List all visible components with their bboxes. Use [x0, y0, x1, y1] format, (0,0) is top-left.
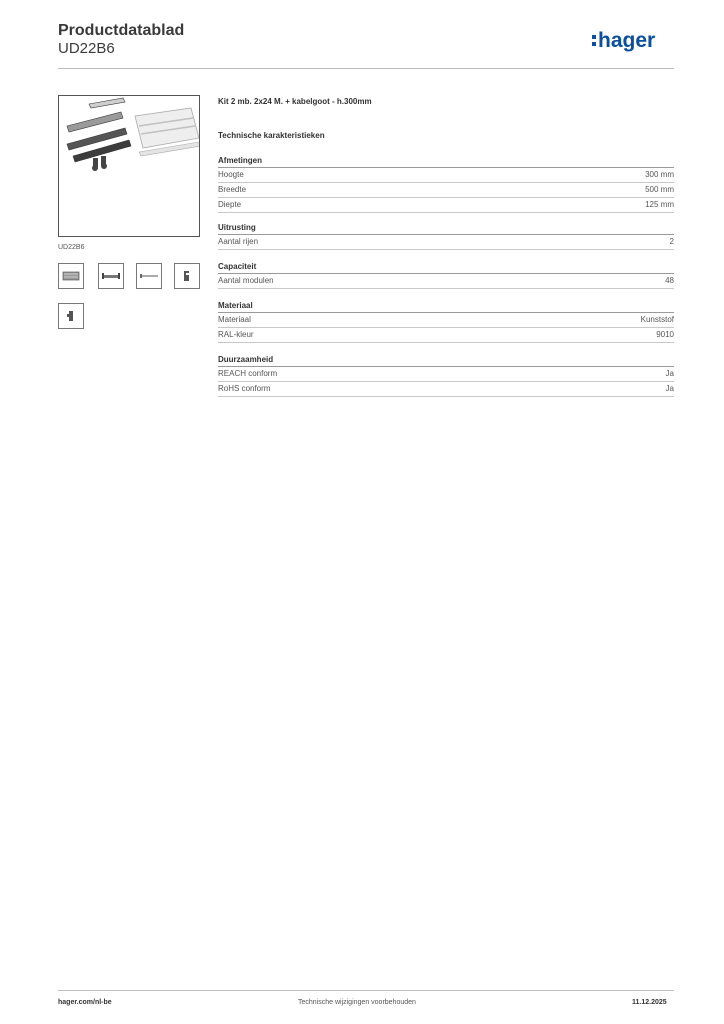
spec-value: Ja	[665, 384, 674, 393]
footer-date: 11.12.2025	[632, 999, 667, 1006]
spec-label: RAL-kleur	[218, 330, 254, 339]
header-divider	[58, 68, 674, 69]
product-name: Kit 2 mb. 2x24 M. + kabelgoot - h.300mm	[218, 97, 372, 106]
product-code: UD22B6	[58, 40, 115, 57]
spec-label: Aantal modulen	[218, 276, 274, 285]
spec-row	[218, 367, 674, 382]
spec-label: REACH conform	[218, 369, 278, 378]
footer-notice: Technische wijzigingen voorbehouden	[298, 999, 416, 1006]
spec-group-materiaal	[218, 300, 674, 343]
spec-label: Materiaal	[218, 315, 251, 324]
spec-group-capaciteit	[218, 261, 674, 289]
spec-label: Hoogte	[218, 170, 244, 179]
spec-value: 48	[665, 276, 674, 285]
spec-row	[218, 183, 674, 198]
spec-group-title: Uitrusting	[218, 222, 674, 235]
spec-group-duurzaamheid	[218, 354, 674, 397]
product-image-caption: UD22B6	[58, 244, 85, 251]
spec-group-title: Capaciteit	[218, 261, 674, 274]
footer-divider	[58, 990, 674, 991]
spec-value: Kunststof	[640, 315, 674, 324]
spec-value: 300 mm	[645, 170, 674, 179]
spec-group-title: Duurzaamheid	[218, 354, 674, 367]
spec-row	[218, 382, 674, 397]
thumbnail-clip[interactable]	[174, 263, 200, 289]
page-title: Productdatablad	[58, 22, 185, 39]
spec-row	[218, 198, 674, 213]
hager-logo	[592, 26, 674, 56]
product-image	[58, 95, 200, 237]
spec-row	[218, 328, 674, 343]
spec-row	[218, 313, 674, 328]
spec-row	[218, 168, 674, 183]
thumbnail-rail-short[interactable]	[136, 263, 162, 289]
spec-label: Diepte	[218, 200, 242, 209]
spec-label: Aantal rijen	[218, 237, 259, 246]
spec-group-uitrusting	[218, 222, 674, 250]
svg-text:hager: hager	[598, 29, 656, 52]
specs-heading: Technische karakteristieken	[218, 131, 325, 140]
spec-value: 9010	[656, 330, 674, 339]
thumbnail-panel[interactable]	[58, 263, 84, 289]
thumbnail-bracket[interactable]	[58, 303, 84, 329]
spec-value: Ja	[665, 369, 674, 378]
spec-value: 125 mm	[645, 200, 674, 209]
spec-group-title: Afmetingen	[218, 155, 674, 168]
spec-value: 500 mm	[645, 185, 674, 194]
footer-website-link[interactable]: hager.com/nl-be	[58, 999, 112, 1006]
spec-label: RoHS conform	[218, 384, 271, 393]
spec-group-title: Materiaal	[218, 300, 674, 313]
spec-label: Breedte	[218, 185, 247, 194]
thumbnail-rail[interactable]	[98, 263, 124, 289]
spec-row	[218, 274, 674, 289]
spec-value: 2	[669, 237, 674, 246]
spec-group-afmetingen	[218, 155, 674, 213]
spec-row	[218, 235, 674, 250]
